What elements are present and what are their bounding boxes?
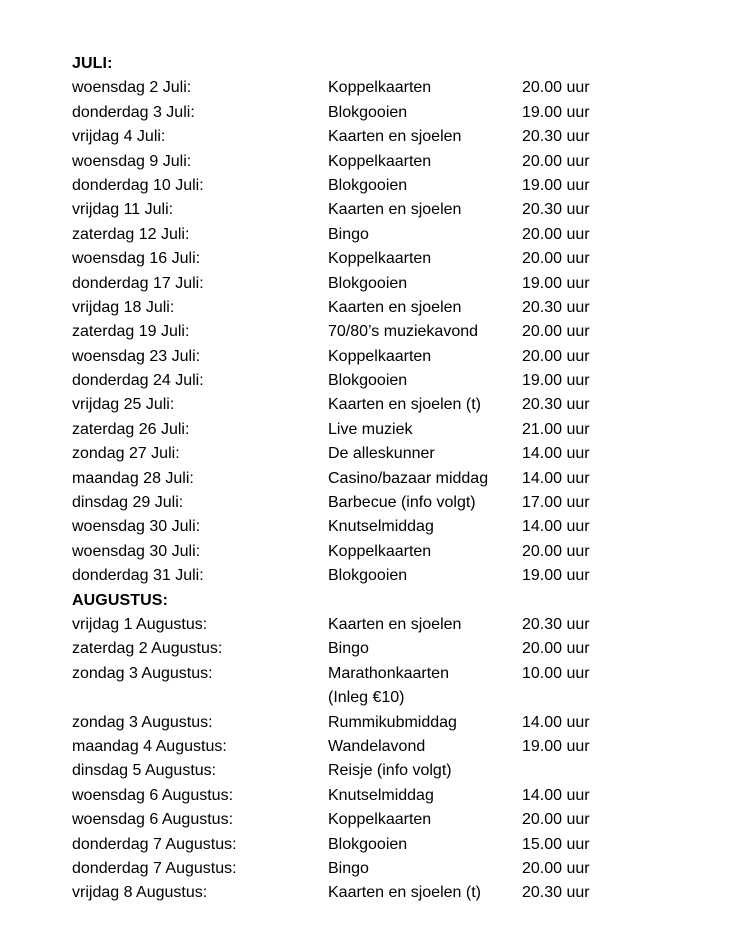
event-activity: Knutselmiddag (328, 786, 434, 804)
event-time: 17.00 uur (522, 494, 590, 512)
event-activity: Bingo (328, 640, 369, 658)
event-date: zaterdag 12 Juli: (72, 225, 190, 243)
event-activity: Kaarten en sjoelen (328, 128, 462, 146)
event-time: 20.00 uur (522, 152, 590, 170)
event-date: dinsdag 29 Juli: (72, 494, 184, 512)
schedule-row (72, 711, 672, 735)
event-time: 19.00 uur (522, 567, 590, 585)
event-activity: Live muziek (328, 420, 413, 438)
schedule-row (72, 247, 672, 271)
event-time: 20.30 uur (522, 128, 590, 146)
event-time: 20.30 uur (522, 884, 590, 902)
event-date: maandag 4 Augustus: (72, 737, 227, 755)
event-date: vrijdag 8 Augustus: (72, 884, 208, 902)
event-activity: Blokgooien (328, 835, 408, 853)
event-date: donderdag 7 Augustus: (72, 859, 237, 877)
event-date: zaterdag 2 Augustus: (72, 640, 223, 658)
schedule-row (72, 613, 672, 637)
schedule-row (72, 198, 672, 222)
event-date: donderdag 17 Juli: (72, 274, 204, 292)
event-time: 14.00 uur (522, 469, 590, 487)
event-activity: De alleskunner (328, 445, 435, 463)
event-time: 20.00 uur (522, 79, 590, 97)
event-date: zaterdag 26 Juli: (72, 420, 190, 438)
event-activity: Casino/bazaar middag (328, 469, 489, 487)
event-time: 20.00 uur (522, 323, 590, 341)
schedule-row (72, 223, 672, 247)
event-activity: Marathonkaarten (Inleg €10) (328, 664, 449, 707)
event-activity: Bingo (328, 859, 369, 877)
event-activity: Blokgooien (328, 103, 408, 121)
event-date: zondag 3 Augustus: (72, 713, 213, 731)
event-activity: Barbecue (info volgt) (328, 494, 476, 512)
schedule-row (72, 125, 672, 149)
event-date: dinsdag 5 Augustus: (72, 762, 217, 780)
event-date: vrijdag 4 Juli: (72, 128, 166, 146)
event-activity: Blokgooien (328, 372, 408, 390)
schedule-section (72, 589, 672, 906)
event-activity: Koppelkaarten (328, 152, 432, 170)
event-activity: Kaarten en sjoelen (328, 201, 462, 219)
event-time: 20.00 uur (522, 542, 590, 560)
schedule-row (72, 393, 672, 417)
event-time: 20.00 uur (522, 347, 590, 365)
event-date: donderdag 24 Juli: (72, 372, 204, 390)
schedule-row (72, 662, 672, 711)
schedule-row (72, 491, 672, 515)
event-time: 15.00 uur (522, 835, 590, 853)
schedule-row (72, 272, 672, 296)
event-activity: Kaarten en sjoelen (t) (328, 884, 481, 902)
event-date: woensdag 23 Juli: (72, 347, 201, 365)
event-activity: 70/80’s muziekavond (328, 323, 479, 341)
event-date: woensdag 16 Juli: (72, 250, 201, 268)
schedule-row (72, 735, 672, 759)
event-activity: Koppelkaarten (328, 811, 432, 829)
schedule-document (72, 52, 672, 906)
event-activity: Koppelkaarten (328, 542, 432, 560)
event-time: 14.00 uur (522, 518, 590, 536)
event-time: 19.00 uur (522, 372, 590, 390)
schedule-row (72, 150, 672, 174)
event-time: 20.00 uur (522, 250, 590, 268)
event-time: 20.30 uur (522, 201, 590, 219)
event-time: 19.00 uur (522, 737, 590, 755)
event-activity: Blokgooien (328, 274, 408, 292)
schedule-row (72, 833, 672, 857)
event-time: 20.30 uur (522, 298, 590, 316)
event-time: 19.00 uur (522, 176, 590, 194)
schedule-row (72, 808, 672, 832)
event-time: 20.30 uur (522, 396, 590, 414)
event-date: donderdag 10 Juli: (72, 176, 204, 194)
section-heading: JULI: (72, 55, 113, 72)
event-date: donderdag 31 Juli: (72, 567, 204, 585)
event-date: donderdag 7 Augustus: (72, 835, 237, 853)
event-date: zondag 27 Juli: (72, 445, 180, 463)
event-date: zaterdag 19 Juli: (72, 323, 190, 341)
event-activity: Kaarten en sjoelen (328, 615, 462, 633)
event-activity: Koppelkaarten (328, 347, 432, 365)
event-date: vrijdag 1 Augustus: (72, 615, 208, 633)
schedule-row (72, 857, 672, 881)
event-time: 19.00 uur (522, 103, 590, 121)
event-activity: Rummikubmiddag (328, 713, 457, 731)
event-date: woensdag 6 Augustus: (72, 811, 234, 829)
event-activity: Blokgooien (328, 567, 408, 585)
schedule-row (72, 320, 672, 344)
schedule-row (72, 540, 672, 564)
event-date: vrijdag 25 Juli: (72, 396, 175, 414)
event-date: maandag 28 Juli: (72, 469, 194, 487)
schedule-row (72, 296, 672, 320)
event-date: woensdag 9 Juli: (72, 152, 192, 170)
schedule-row (72, 881, 672, 905)
schedule-row (72, 174, 672, 198)
schedule-row (72, 442, 672, 466)
event-date: donderdag 3 Juli: (72, 103, 195, 121)
event-activity: Kaarten en sjoelen (t) (328, 396, 481, 414)
event-time: 21.00 uur (522, 420, 590, 438)
event-activity: Knutselmiddag (328, 518, 434, 536)
schedule-row (72, 637, 672, 661)
event-time: 14.00 uur (522, 786, 590, 804)
schedule-row (72, 515, 672, 539)
event-activity: Reisje (info volgt) (328, 762, 452, 780)
event-time: 14.00 uur (522, 713, 590, 731)
event-date: zondag 3 Augustus: (72, 664, 213, 682)
schedule-row (72, 76, 672, 100)
event-date: woensdag 30 Juli: (72, 542, 201, 560)
event-time: 20.30 uur (522, 615, 590, 633)
schedule-row (72, 759, 672, 783)
event-time: 20.00 uur (522, 640, 590, 658)
event-time: 20.00 uur (522, 811, 590, 829)
schedule-section (72, 52, 672, 589)
section-heading: AUGUSTUS: (72, 591, 169, 609)
schedule-row (72, 418, 672, 442)
event-activity: Koppelkaarten (328, 79, 432, 97)
schedule-row (72, 784, 672, 808)
event-time: 10.00 uur (522, 664, 590, 682)
event-activity: Koppelkaarten (328, 250, 432, 268)
schedule-row (72, 369, 672, 393)
event-activity: Blokgooien (328, 176, 408, 194)
event-activity: Kaarten en sjoelen (328, 298, 462, 316)
event-date: woensdag 6 Augustus: (72, 786, 234, 804)
event-date: vrijdag 18 Juli: (72, 298, 175, 316)
schedule-row (72, 564, 672, 588)
event-time: 14.00 uur (522, 445, 590, 463)
event-date: vrijdag 11 Juli: (72, 201, 174, 219)
schedule-row (72, 345, 672, 369)
schedule-row (72, 101, 672, 125)
event-activity: Bingo (328, 225, 369, 243)
event-time: 20.00 uur (522, 225, 590, 243)
event-activity: Wandelavond (328, 737, 426, 755)
event-date: woensdag 30 Juli: (72, 518, 201, 536)
event-date: woensdag 2 Juli: (72, 79, 192, 97)
schedule-row (72, 467, 672, 491)
event-time: 20.00 uur (522, 859, 590, 877)
event-time: 19.00 uur (522, 274, 590, 292)
